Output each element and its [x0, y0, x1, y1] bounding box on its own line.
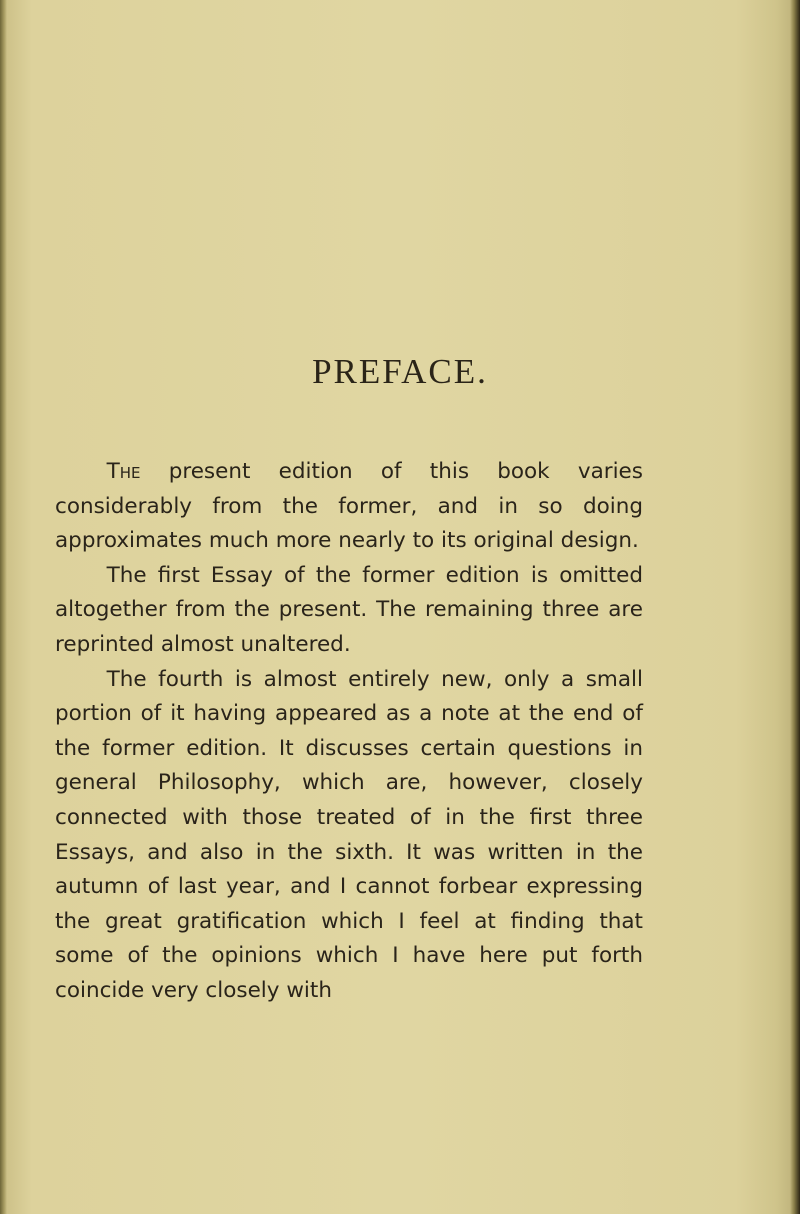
- paragraph-2: [55, 559, 643, 663]
- paragraph-text: present edition of this book varies considerably from the former, and in so doing approximates much more nearly to its original design.: [55, 459, 643, 554]
- body-text: [55, 455, 643, 1009]
- paragraph-text: The first Essay of the former edition is omitted altogether from the present. The remaining three are reprinted almost unaltered.: [55, 562, 643, 657]
- page-gutter-shadow: [0, 0, 7, 1214]
- paragraph-lead-word: The: [106, 459, 141, 484]
- page-edge-shadow: [790, 0, 800, 1214]
- paragraph-3: [55, 663, 643, 1009]
- page-title: PREFACE.: [312, 352, 488, 391]
- paragraph-text: The fourth is almost entirely new, only a small portion of it having appeared as a note at the end of the former edition. It discusses certain questions in general Philosophy, which are, however, closely connected with those treated of in the first three Essays, and also in the sixth. It was written in the autumn of last year, and I cannot forbear expressing the great gratification which I feel at finding that some of the opinions which I have here put forth coincide very closely with: [55, 666, 643, 1003]
- paragraph-1: [55, 455, 643, 559]
